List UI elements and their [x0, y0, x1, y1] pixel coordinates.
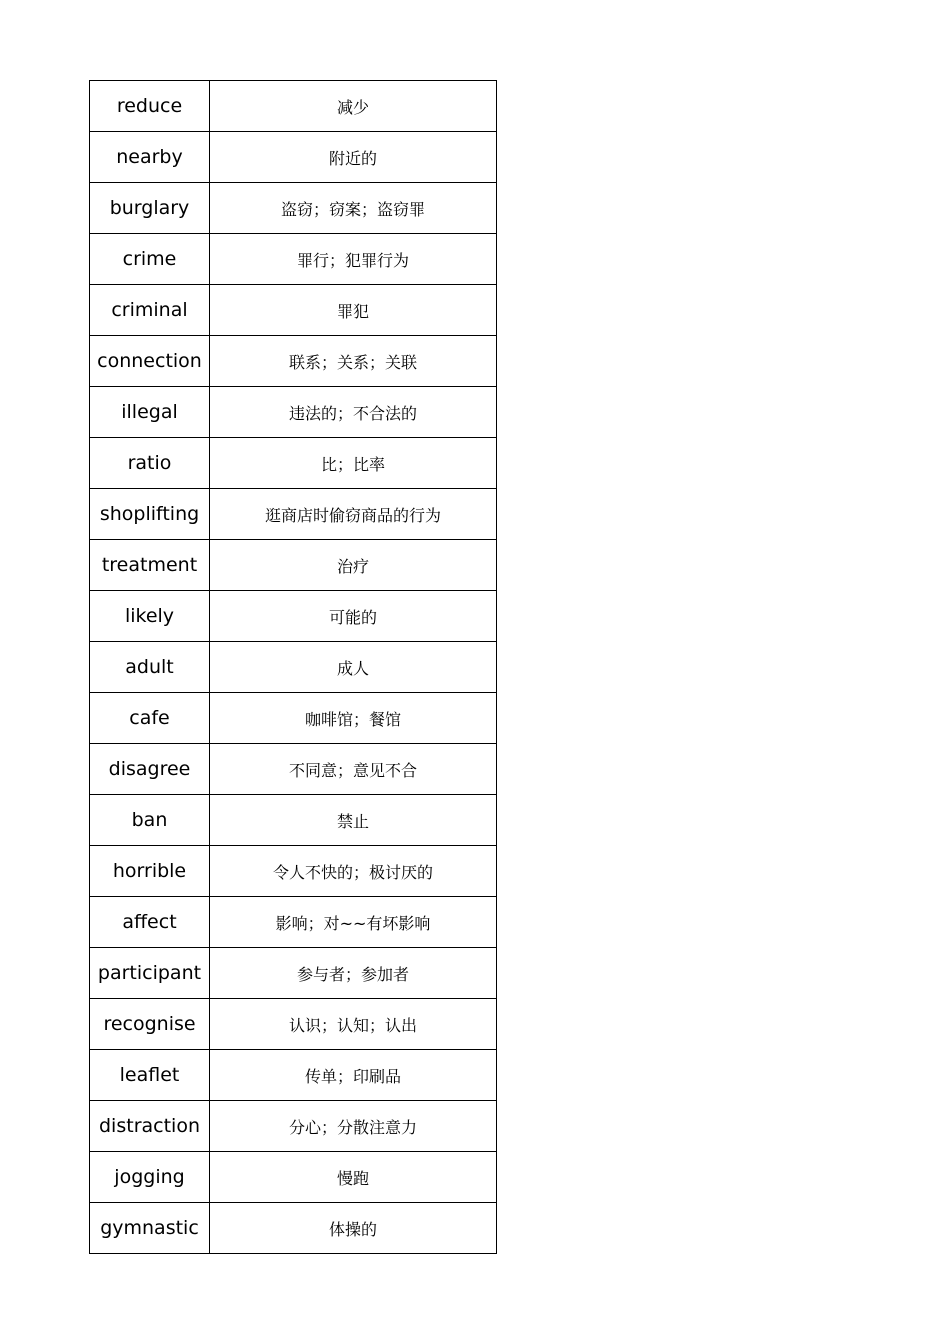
chinese-meaning-cell: 比；比率: [210, 438, 497, 489]
chinese-meaning-cell: 咖啡馆；餐馆: [210, 693, 497, 744]
chinese-meaning-cell: 罪犯: [210, 285, 497, 336]
english-word-cell: nearby: [90, 132, 210, 183]
table-row: [90, 795, 497, 846]
table-row: [90, 1101, 497, 1152]
english-word-cell: affect: [90, 897, 210, 948]
english-word-cell: reduce: [90, 81, 210, 132]
table-row: [90, 846, 497, 897]
table-row: [90, 81, 497, 132]
english-word-cell: illegal: [90, 387, 210, 438]
english-word-cell: burglary: [90, 183, 210, 234]
english-word-cell: ban: [90, 795, 210, 846]
english-word-cell: likely: [90, 591, 210, 642]
table-row: [90, 285, 497, 336]
english-word-cell: crime: [90, 234, 210, 285]
english-word-cell: ratio: [90, 438, 210, 489]
table-row: [90, 948, 497, 999]
chinese-meaning-cell: 逛商店时偷窃商品的行为: [210, 489, 497, 540]
chinese-meaning-cell: 联系；关系；关联: [210, 336, 497, 387]
chinese-meaning-cell: 违法的；不合法的: [210, 387, 497, 438]
table-row: [90, 540, 497, 591]
english-word-cell: criminal: [90, 285, 210, 336]
chinese-meaning-cell: 参与者；参加者: [210, 948, 497, 999]
table-row: [90, 132, 497, 183]
english-word-cell: shoplifting: [90, 489, 210, 540]
english-word-cell: treatment: [90, 540, 210, 591]
table-row: [90, 999, 497, 1050]
table-row: [90, 642, 497, 693]
table-row: [90, 234, 497, 285]
english-word-cell: adult: [90, 642, 210, 693]
chinese-meaning-cell: 禁止: [210, 795, 497, 846]
table-row: [90, 591, 497, 642]
english-word-cell: recognise: [90, 999, 210, 1050]
english-word-cell: leaflet: [90, 1050, 210, 1101]
english-word-cell: cafe: [90, 693, 210, 744]
english-word-cell: jogging: [90, 1152, 210, 1203]
chinese-meaning-cell: 成人: [210, 642, 497, 693]
chinese-meaning-cell: 分心；分散注意力: [210, 1101, 497, 1152]
chinese-meaning-cell: 体操的: [210, 1203, 497, 1254]
english-word-cell: horrible: [90, 846, 210, 897]
chinese-meaning-cell: 治疗: [210, 540, 497, 591]
chinese-meaning-cell: 令人不快的；极讨厌的: [210, 846, 497, 897]
vocabulary-table-body: [90, 81, 497, 1254]
english-word-cell: disagree: [90, 744, 210, 795]
english-word-cell: distraction: [90, 1101, 210, 1152]
table-row: [90, 489, 497, 540]
chinese-meaning-cell: 罪行；犯罪行为: [210, 234, 497, 285]
chinese-meaning-cell: 可能的: [210, 591, 497, 642]
english-word-cell: participant: [90, 948, 210, 999]
table-row: [90, 1203, 497, 1254]
chinese-meaning-cell: 减少: [210, 81, 497, 132]
table-row: [90, 336, 497, 387]
chinese-meaning-cell: 慢跑: [210, 1152, 497, 1203]
vocabulary-table: [89, 80, 497, 1254]
english-word-cell: gymnastic: [90, 1203, 210, 1254]
table-row: [90, 438, 497, 489]
chinese-meaning-cell: 传单；印刷品: [210, 1050, 497, 1101]
table-row: [90, 1152, 497, 1203]
chinese-meaning-cell: 认识；认知；认出: [210, 999, 497, 1050]
table-row: [90, 693, 497, 744]
chinese-meaning-cell: 不同意；意见不合: [210, 744, 497, 795]
table-row: [90, 744, 497, 795]
table-row: [90, 387, 497, 438]
chinese-meaning-cell: 盗窃；窃案；盗窃罪: [210, 183, 497, 234]
english-word-cell: connection: [90, 336, 210, 387]
table-row: [90, 897, 497, 948]
chinese-meaning-cell: 附近的: [210, 132, 497, 183]
table-row: [90, 183, 497, 234]
table-row: [90, 1050, 497, 1101]
chinese-meaning-cell: 影响；对~~有坏影响: [210, 897, 497, 948]
